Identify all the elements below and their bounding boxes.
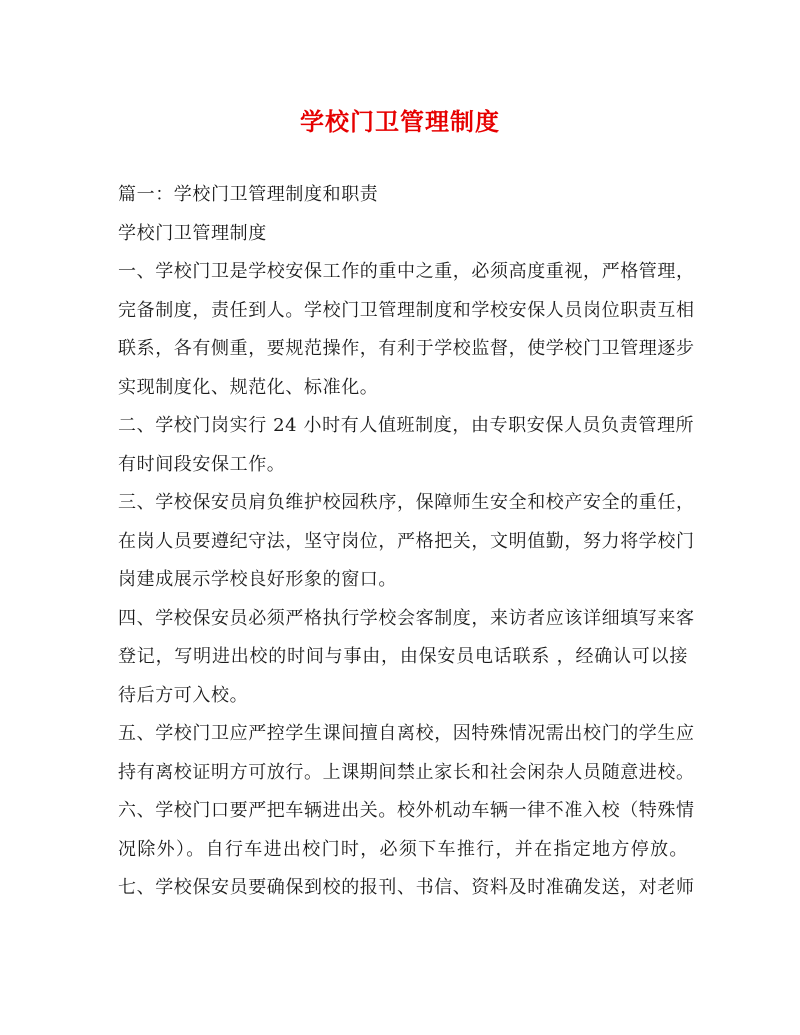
paragraph-line: 五、学校门卫应严控学生课间擅自离校，因特殊情况需出校门的学生应 [118, 723, 695, 744]
paragraph-line: 登记，写明进出校的时间与事由，由保安员电话联系 ，经确认可以接 [118, 646, 688, 667]
paragraph-line: 持有离校证明方可放行。上课期间禁止家长和社会闲杂人员随意进校。 [118, 761, 695, 783]
paragraph-line: 一、学校门卫是学校安保工作的重中之重，必须高度重视，严格管理， [118, 261, 695, 282]
paragraph-line: 二、学校门岗实行 24 小时有人值班制度，由专职安保人员负责管理所 [118, 415, 695, 436]
paragraph-line: 六、学校门口要严把车辆进出关。校外机动车辆一律不准入校（特殊情 [118, 800, 695, 821]
paragraph-line: 岗建成展示学校良好形象的窗口。 [118, 569, 397, 590]
paragraph-line: 实现制度化、规范化、标准化。 [118, 376, 379, 398]
paragraph-line: 完备制度，责任到人。学校门卫管理制度和学校安保人员岗位职责互相 [118, 299, 695, 321]
document-title: 学校门卫管理制度 [300, 107, 500, 136]
paragraph-line: 在岗人员要遵纪守法，坚守岗位，严格把关，文明值勤，努力将学校门 [118, 530, 695, 552]
paragraph-line: 三、学校保安员肩负维护校园秩序，保障师生安全和校产安全的重任， [118, 492, 695, 513]
section-heading: 篇一：学校门卫管理制度和职责 [118, 184, 379, 205]
paragraph-line: 联系，各有侧重，要规范操作，有利于学校监督，使学校门卫管理逐步 [118, 338, 695, 359]
document-body [118, 176, 695, 908]
paragraph-line: 四、学校保安员必须严格执行学校会客制度，来访者应该详细填写来客 [118, 607, 695, 629]
paragraph-line: 有时间段安保工作。 [118, 453, 286, 475]
paragraph-line: 七、学校保安员要确保到校的报刊、书信、资料及时准确发送，对老师 [118, 877, 695, 898]
subsection-heading: 学校门卫管理制度 [118, 222, 267, 244]
paragraph-line: 待后方可入校。 [118, 684, 249, 706]
paragraph-line: 况除外）。自行车进出校门时，必须下车推行，并在指定地方停放。 [118, 838, 688, 860]
